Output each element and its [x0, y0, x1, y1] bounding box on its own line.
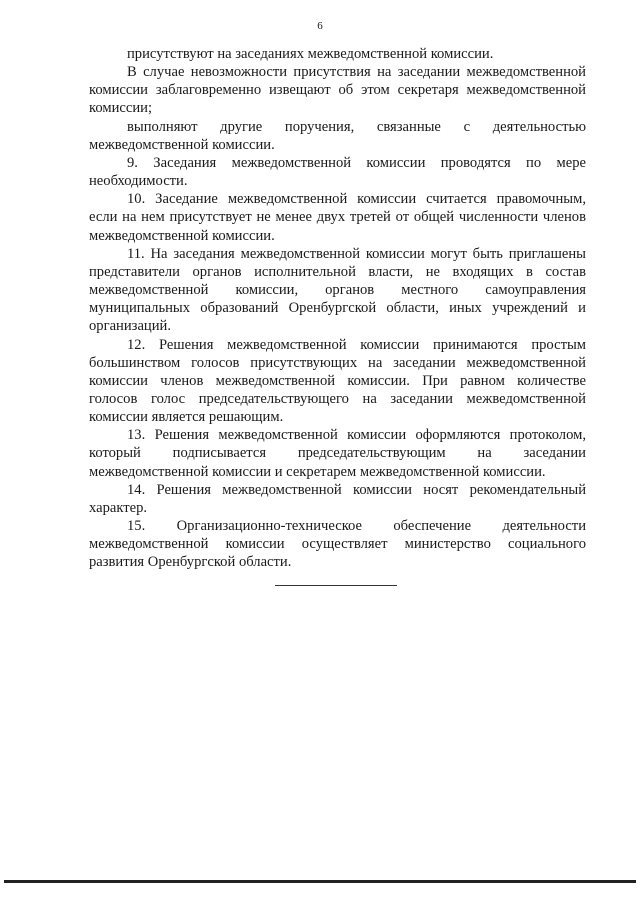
paragraph-item-10: 10. Заседание межведомственной комиссии считается правомочным, если на нем присутствует не менее двух третей от общей численности членов межведомственной комиссии.: [89, 191, 586, 244]
paragraph-item-15: 15. Организационно-техническое обеспечение деятельности межведомственной комиссии осуществляет министерство социального развития Оренбургской области.: [89, 518, 586, 571]
paragraph-item-12: 12. Решения межведомственной комиссии принимаются простым большинством голосов присутствующих на заседании межведомственной комиссии членов межведомственной комиссии. При равном количестве голосов голос председательствующего на заседании межведомственной комиссии является решающим.: [89, 336, 586, 426]
paragraph-item-14: 14. Решения межведомственной комиссии носят рекомендательный характер.: [89, 481, 586, 516]
paragraph-item-13: 13. Решения межведомственной комиссии оформляются протоколом, который подписывается председательствующим на заседании межведомственной комиссии и секретарем межведомственной комиссии.: [89, 427, 586, 480]
document-body: [89, 45, 586, 572]
paragraph-attendance: присутствуют на заседаниях межведомственной комиссии.: [127, 46, 494, 62]
paragraph-absence-notice: В случае невозможности присутствия на заседании межведомственной комиссии заблаговременно извещают об этом секретаря межведомственной комиссии;: [89, 64, 586, 117]
page-bottom-border: [4, 880, 636, 883]
paragraph-other-duties: выполняют другие поручения, связанные с деятельностью межведомственной комиссии.: [89, 118, 586, 153]
page-number: 6: [317, 20, 323, 32]
paragraph-item-9: 9. Заседания межведомственной комиссии проводятся по мере необходимости.: [89, 154, 586, 190]
paragraph-item-11: 11. На заседания межведомственной комиссии могут быть приглашены представители органов исполнительной власти, не входящих в состав межведомственной комиссии, органов местного самоуправления муниципальных образований Оренбургской области, иных учреждений и организаций.: [89, 245, 586, 335]
end-of-text-rule: [275, 585, 397, 586]
